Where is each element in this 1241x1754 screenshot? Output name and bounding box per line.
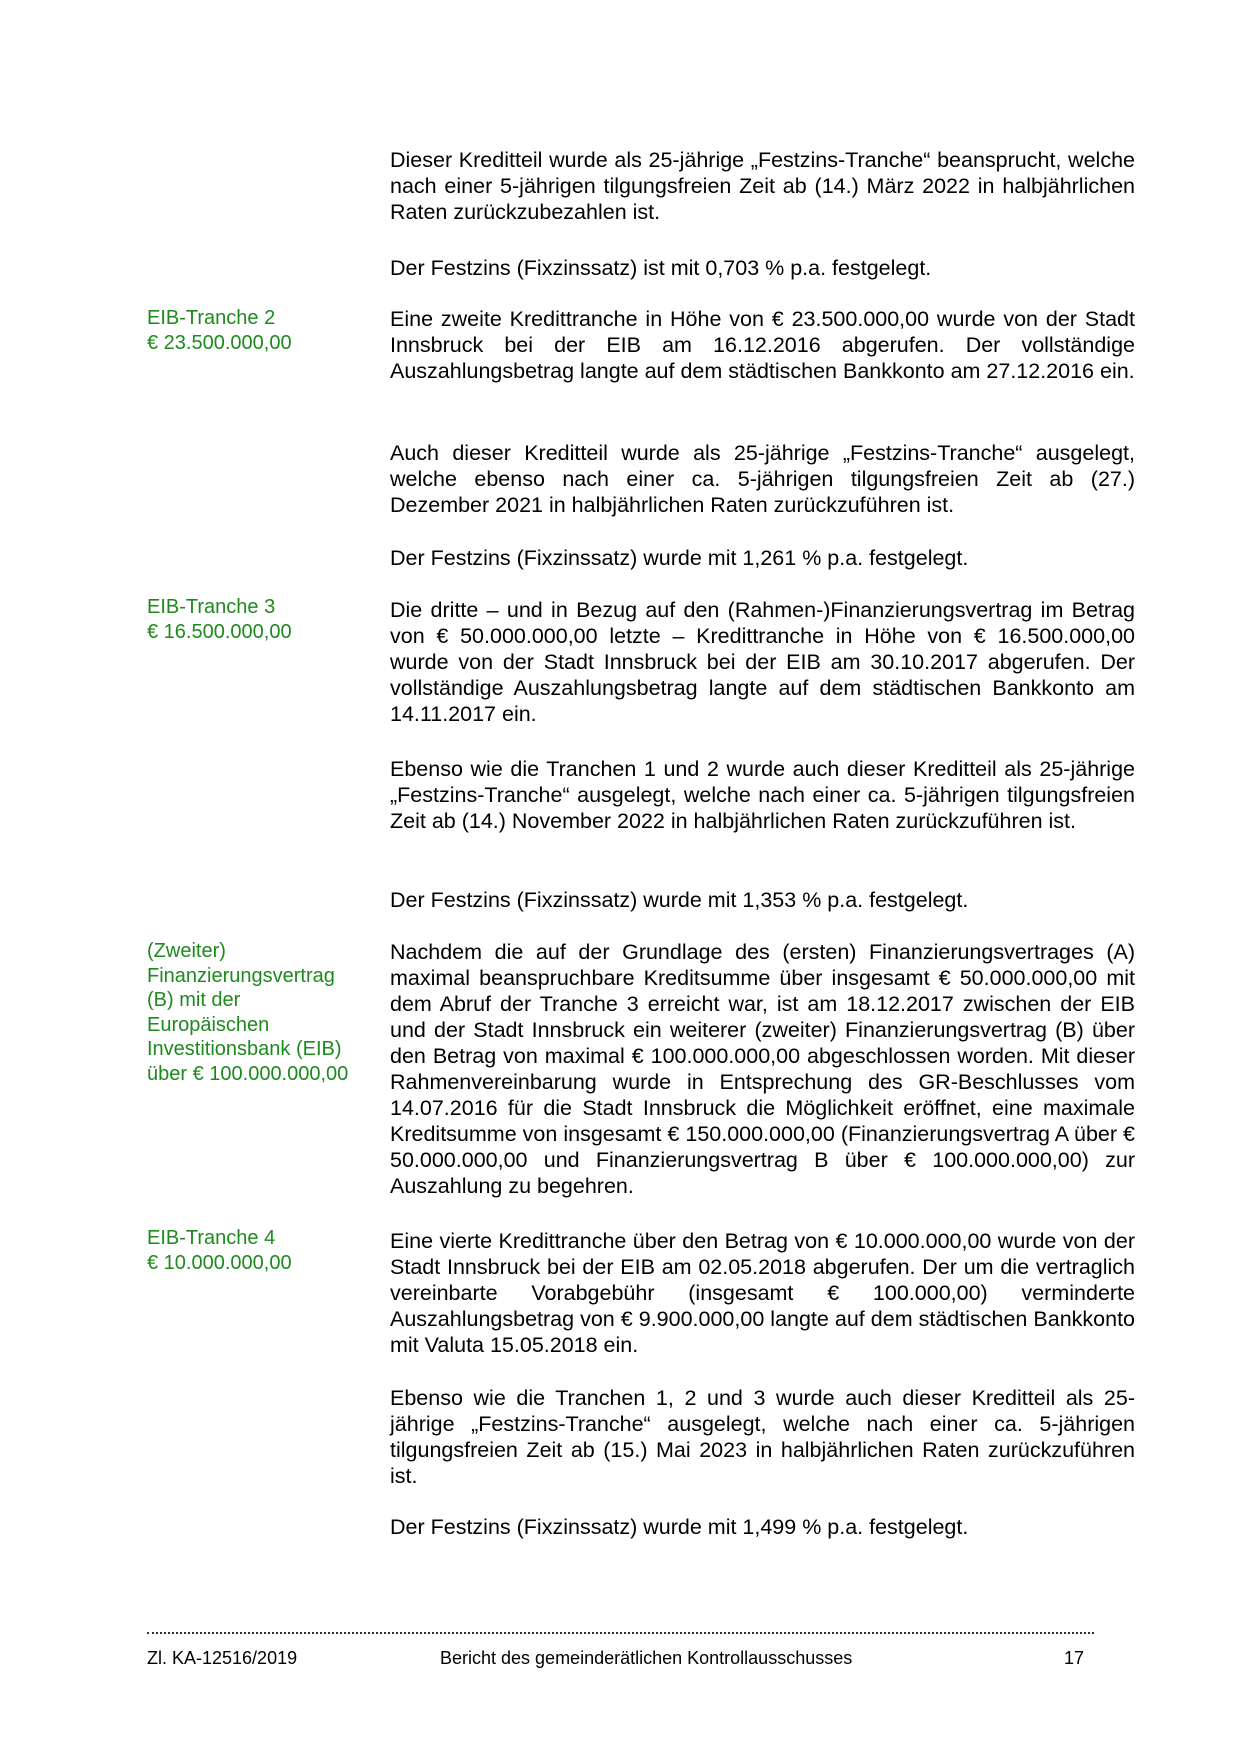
side-label-line: € 23.500.000,00 [147, 331, 292, 354]
side-label-line: EIB-Tranche 3 [147, 596, 276, 618]
paragraph: Eine zweite Kredittranche in Höhe von € 23.500.000,00 wurde von der Stadt Innsbruck bei der EIB am 16.12.2016 abgerufen. Der vollständige Auszahlungsbetrag langte auf dem städtischen Bankkonto am 27.12.2016 ein. [390, 307, 1135, 383]
side-label-line: € 10.000.000,00 [147, 1251, 292, 1274]
paragraph: Der Festzins (Fixzinssatz) wurde mit 1,261 % p.a. festgelegt. [390, 546, 969, 570]
paragraph: Der Festzins (Fixzinssatz) wurde mit 1,353 % p.a. festgelegt. [390, 888, 969, 912]
paragraph: Eine vierte Kredittranche über den Betrag von € 10.000.000,00 wurde von der Stadt Innsbruck bei der EIB am 02.05.2018 abgerufen. Der um die vertraglich vereinbarte Vorabgebühr (insgesamt € 100.000,00) verminderte Auszahlungsbetrag von € 9.900.000,00 langte auf dem städtischen Bankkonto mit Valuta 15.05.2018 ein. [390, 1229, 1135, 1357]
side-label-line: € 16.500.000,00 [147, 620, 292, 643]
paragraph: Dieser Kreditteil wurde als 25-jährige „Festzins-Tranche“ beansprucht, welche nach einer 5-jährigen tilgungsfreien Zeit ab (14.) März 2022 in halbjährlichen Raten zurückzubezahlen ist. [390, 148, 1135, 224]
side-label-line: EIB-Tranche 4 [147, 1227, 276, 1249]
side-label-line: EIB-Tranche 2 [147, 307, 276, 329]
paragraph: Die dritte – und in Bezug auf den (Rahmen-)Finanzierungsvertrag im Betrag von € 50.000.000,00 letzte – Kredittranche in Höhe von € 16.500.000,00 wurde von der Stadt Innsbruck bei der EIB am 30.10.2017 abgerufen. Der vollständige Auszahlungsbetrag langte auf dem städtischen Bankkonto am 14.11.2017 ein. [390, 598, 1135, 726]
side-label-line: Europäischen [147, 1013, 270, 1036]
footer-reference: Zl. KA-12516/2019 [147, 1648, 298, 1668]
footer-title: Bericht des gemeinderätlichen Kontrollausschusses [440, 1648, 853, 1668]
side-label-line: Investitionsbank (EIB) [147, 1038, 342, 1060]
side-label-contract-b [147, 939, 367, 1086]
paragraph: Der Festzins (Fixzinssatz) ist mit 0,703 % p.a. festgelegt. [390, 256, 932, 280]
side-label-tranche-3 [147, 595, 367, 644]
side-label-line: (B) mit der [147, 989, 241, 1011]
side-label-line: über € 100.000.000,00 [147, 1062, 349, 1085]
side-label-tranche-2 [147, 306, 367, 355]
side-label-tranche-4 [147, 1226, 367, 1275]
paragraph: Auch dieser Kreditteil wurde als 25-jährige „Festzins-Tranche“ ausgelegt, welche ebenso nach einer ca. 5-jährigen tilgungsfreien Zeit ab (27.) Dezember 2021 in halbjährlichen Raten zurückzuführen ist. [390, 441, 1135, 517]
side-label-line: (Zweiter) [147, 940, 226, 962]
paragraph: Nachdem die auf der Grundlage des (ersten) Finanzierungsvertrages (A) maximal beanspruchbare Kreditsumme über insgesamt € 50.000.000,00 mit dem Abruf der Tranche 3 erreicht war, ist am 18.12.2017 zwischen der EIB und der Stadt Innsbruck ein weiterer (zweiter) Finanzierungsvertrag (B) über den Betrag von maximal € 100.000.000,00 abgeschlossen worden. Mit dieser Rahmenvereinbarung wurde in Entsprechung des GR-Beschlusses vom 14.07.2016 für die Stadt Innsbruck die Möglichkeit eröffnet, eine maximale Kreditsumme von insgesamt € 150.000.000,00 (Finanzierungsvertrag A über € 50.000.000,00 und Finanzierungsvertrag B über € 100.000.000,00) zur Auszahlung zu begehren. [390, 940, 1135, 1198]
side-label-line: Finanzierungsvertrag [147, 964, 335, 987]
paragraph: Der Festzins (Fixzinssatz) wurde mit 1,499 % p.a. festgelegt. [390, 1515, 969, 1539]
paragraph: Ebenso wie die Tranchen 1, 2 und 3 wurde auch dieser Kreditteil als 25-jährige „Festzins-Tranche“ ausgelegt, welche nach einer ca. 5-jährigen tilgungsfreien Zeit ab (15.) Mai 2023 in halbjährlichen Raten zurückzuführen ist. [390, 1386, 1135, 1488]
page-number: 17 [1064, 1648, 1085, 1668]
footer-divider [147, 1632, 1094, 1634]
paragraph: Ebenso wie die Tranchen 1 und 2 wurde auch dieser Kreditteil als 25-jährige „Festzins-Tranche“ ausgelegt, welche nach einer ca. 5-jährigen tilgungsfreien Zeit ab (14.) November 2022 in halbjährlichen Raten zurückzuführen ist. [390, 757, 1135, 833]
